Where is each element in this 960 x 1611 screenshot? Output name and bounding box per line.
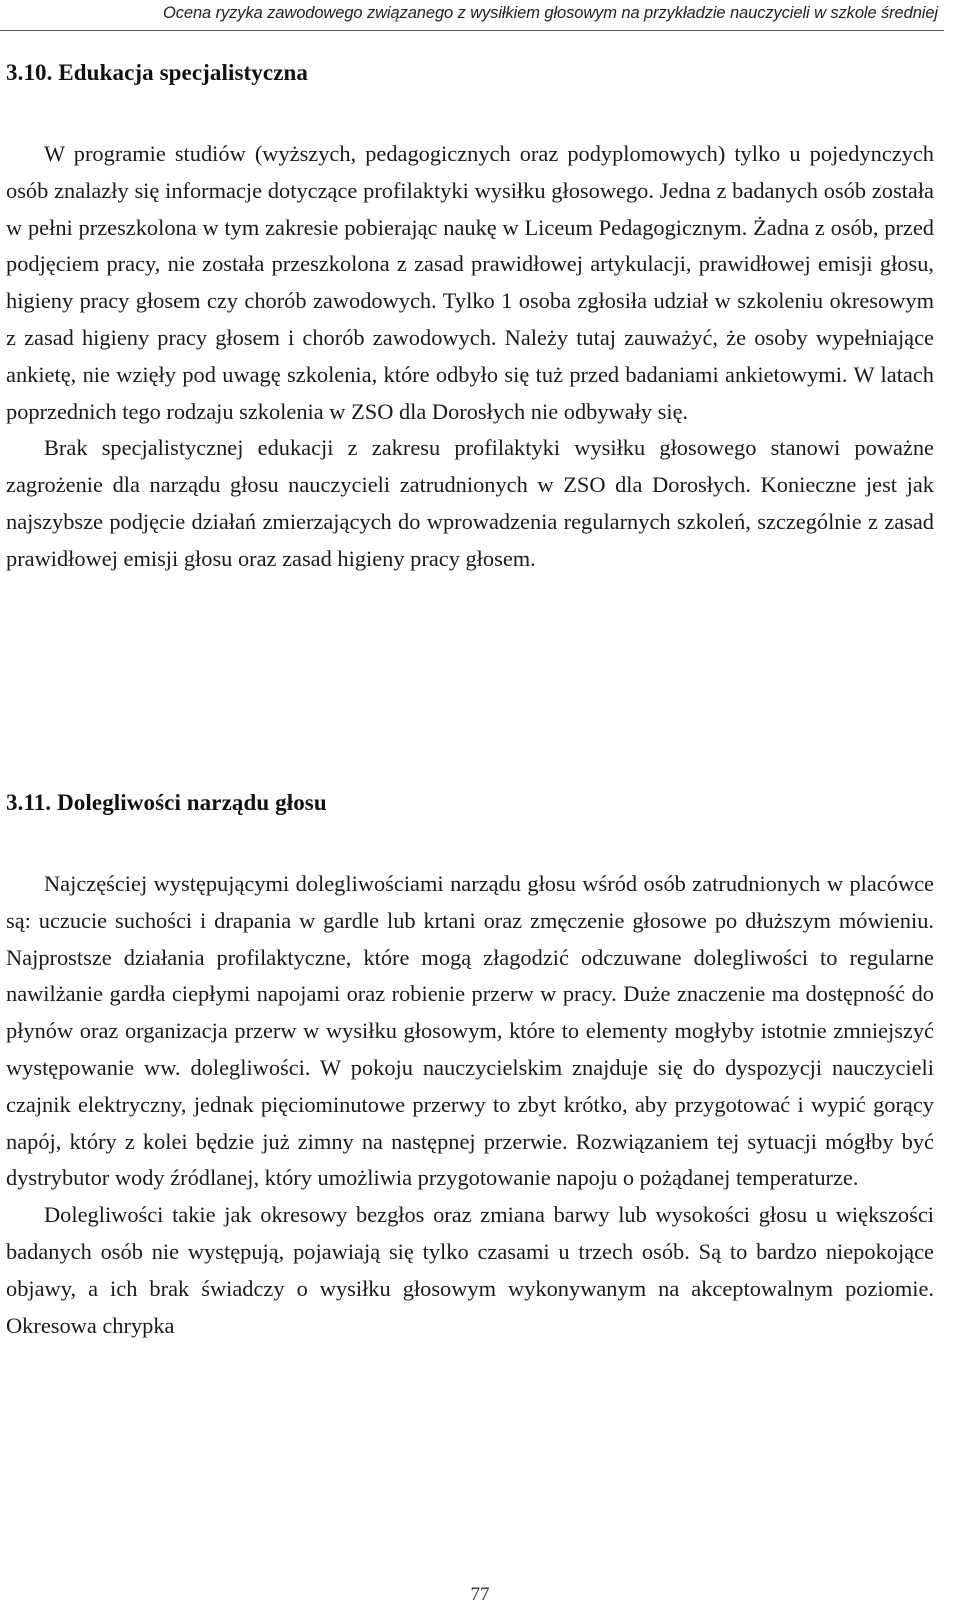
paragraph: Brak specjalistycznej edukacji z zakresu profilaktyki wysiłku głosowego stanowi poważne zagrożenie dla narządu głosu nauczycieli zatrudnionych w ZSO dla Dorosłych. Konieczne jest jak najszybsze podjęcie działań zmierzających do wprowadzenia regularnych szkoleń, szczególnie z zasad prawidłowej emisji głosu oraz zasad higieny pracy głosem. <box>6 435 934 571</box>
running-header: Ocena ryzyka zawodowego związanego z wysiłkiem głosowym na przykładzie nauczycieli w szkole średniej <box>163 4 938 22</box>
section-3-10-body <box>6 136 934 578</box>
header-rule <box>0 30 944 31</box>
section-heading-3-11: 3.11. Dolegliwości narządu głosu <box>6 790 327 815</box>
paragraph: W programie studiów (wyższych, pedagogicznych oraz podyplomowych) tylko u pojedynczych osób znalazły się informacje dotyczące profilaktyki wysiłku głosowego. Jedna z badanych osób została w pełni przeszkolona w tym zakresie pobierając naukę w Liceum Pedagogicznym. Żadna z osób, przed podjęciem pracy, nie została przeszkolona z zasad prawidłowej artykulacji, prawidłowej emisji głosu, higieny pracy głosem czy chorób zawodowych. Tylko 1 osoba zgłosiła udział w szkoleniu okresowym z zasad higieny pracy głosem i chorób zawodowych. Należy tutaj zauważyć, że osoby wypełniające ankietę, nie wzięły pod uwagę szkolenia, które odbyło się tuż przed badaniami ankietowymi. W latach poprzednich tego rodzaju szkolenia w ZSO dla Dorosłych nie odbywały się. <box>6 141 934 424</box>
section-3-11-body <box>6 866 934 1344</box>
page-number: 77 <box>470 1584 490 1605</box>
paragraph: Najczęściej występującymi dolegliwościami narządu głosu wśród osób zatrudnionych w placówce są: uczucie suchości i drapania w gardle lub krtani oraz zmęczenie głosowe po dłuższym mówieniu. Najprostsze działania profilaktyczne, które mogą złagodzić odczuwane dolegliwości to regularne nawilżanie gardła ciepłymi napojami oraz robienie przerw w pracy. Duże znaczenie ma dostępność do płynów oraz organizacja przerw w wysiłku głosowym, które to elementy mogłyby istotnie zmniejszyć występowanie ww. dolegliwości. W pokoju nauczycielskim znajduje się do dyspozycji nauczycieli czajnik elektryczny, jednak pięciominutowe przerwy to zbyt krótko, aby przygotować i wypić gorący napój, który z kolei będzie już zimny na następnej przerwie. Rozwiązaniem tej sytuacji mógłby być dystrybutor wody źródlanej, który umożliwia przygotowanie napoju o pożądanej temperaturze. <box>6 871 934 1191</box>
section-heading-3-10: 3.10. Edukacja specjalistyczna <box>6 60 308 85</box>
paragraph: Dolegliwości takie jak okresowy bezgłos oraz zmiana barwy lub wysokości głosu u większości badanych osób nie występują, pojawiają się tylko czasami u trzech osób. Są to bardzo niepokojące objawy, a ich brak świadczy o wysiłku głosowym wykonywanym na akceptowalnym poziomie. Okresowa chrypka <box>6 1202 934 1338</box>
